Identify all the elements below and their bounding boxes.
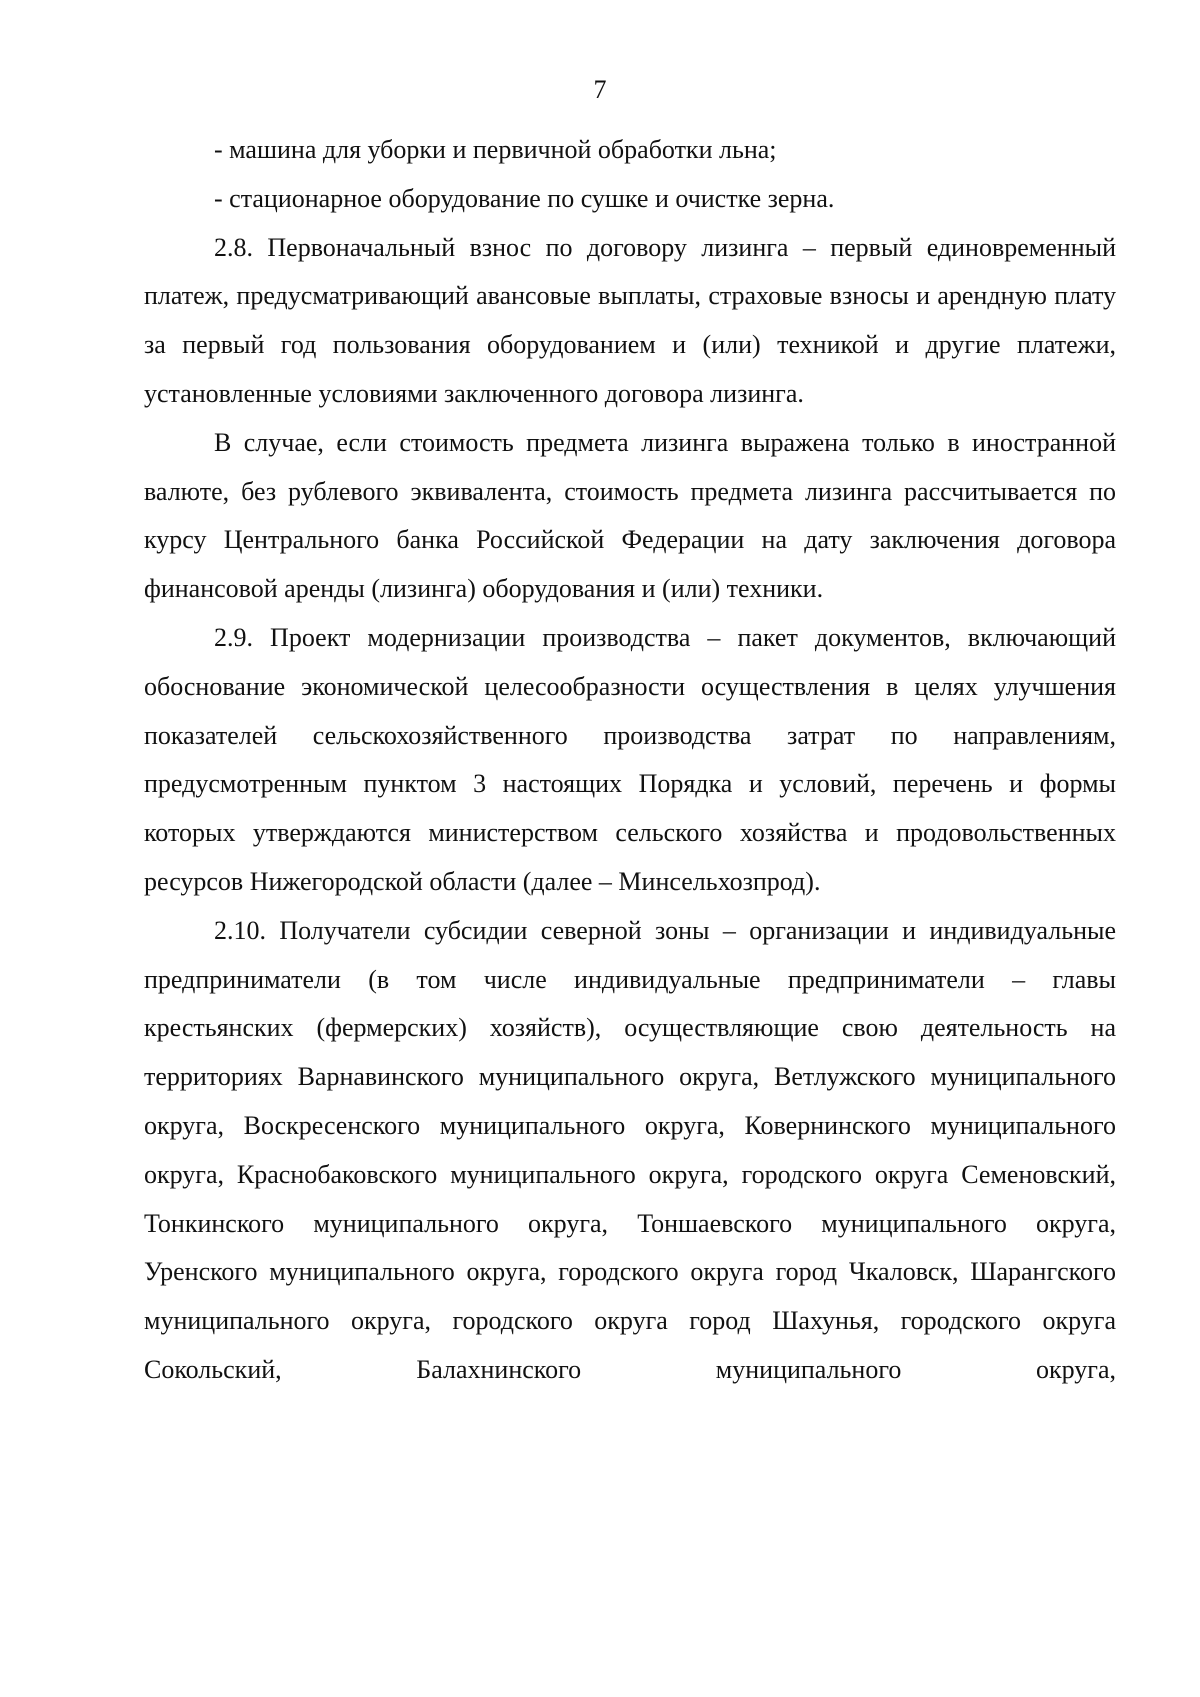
paragraph-foreign-currency: В случае, если стоимость предмета лизинга выражена только в иностранной валюте, без рублевого эквивалента, стоимость предмета лизинга рассчитывается по курсу Центрального банка Российской Федерации на дату заключения договора финансовой аренды (лизинга) оборудования и (или) техники. xyxy=(144,427,1116,604)
document-body xyxy=(144,126,1116,1395)
paragraph-2-10: 2.10. Получатели субсидии северной зоны – организации и индивидуальные предприниматели (в том числе индивидуальные предприниматели – главы крестьянских (фермерских) хозяйств), осуществляющие свою деятельность на территориях Варнавинского муниципального округа, Ветлужского муниципального округа, Воскресенского муниципального округа, Ковернинского муниципального округа, Краснобаковского муниципального округа, городского округа Семеновский, Тонкинского муниципального округа, Тоншаевского муниципального округа, Уренского муниципального округа, городского округа город Чкаловск, Шарангского муниципального округа, городского округа город Шахунья, городского округа Сокольский, Балахнинского муниципального округа, xyxy=(144,915,1116,1384)
page-number: 7 xyxy=(593,75,607,104)
paragraph-2-8: 2.8. Первоначальный взнос по договору лизинга – первый единовременный платеж, предусматривающий авансовые выплаты, страховые взносы и арендную плату за первый год пользования оборудованием и (или) техникой и другие платежи, установленные условиями заключенного договора лизинга. xyxy=(144,232,1116,408)
list-item-flax-machine: - машина для уборки и первичной обработки льна; xyxy=(214,135,777,164)
list-item-grain-equipment: - стационарное оборудование по сушке и очистке зерна. xyxy=(214,183,835,213)
paragraph-2-9: 2.9. Проект модернизации производства – пакет документов, включающий обоснование экономической целесообразности осуществления в целях улучшения показателей сельскохозяйственного производства затрат по направлениям, предусмотренным пунктом 3 настоящих Порядка и условий, перечень и формы которых утверждаются министерством сельского хозяйства и продовольственных ресурсов Нижегородской области (далее – Минсельхозпрод). xyxy=(144,622,1116,896)
